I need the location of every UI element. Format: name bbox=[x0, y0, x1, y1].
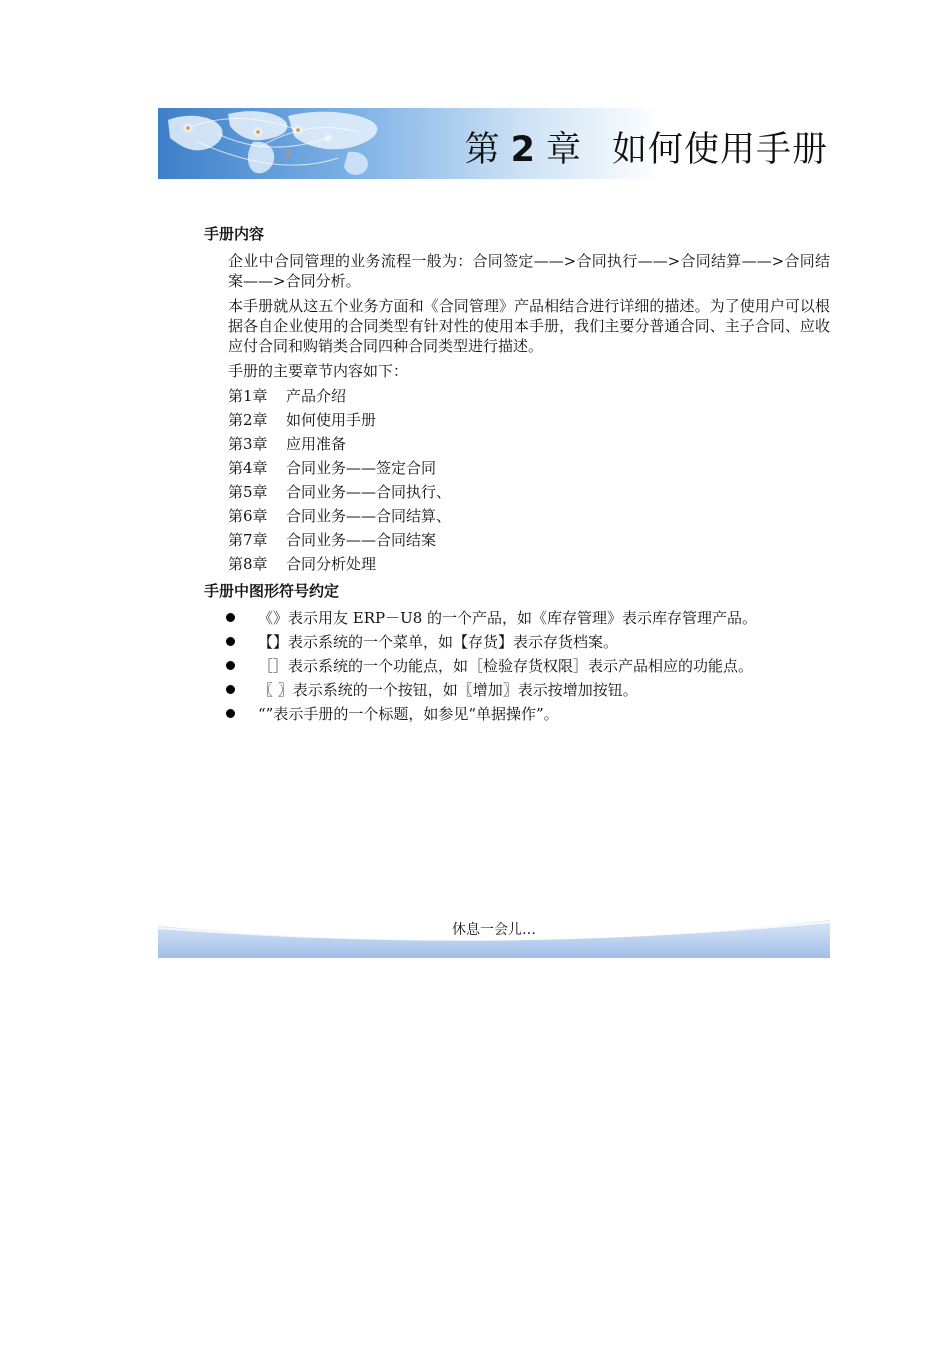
paragraph-workflow: 企业中合同管理的业务流程一般为：合同签定——>合同执行——>合同结算——>合同结案——>合同分析。 bbox=[228, 252, 830, 290]
bullet-icon bbox=[226, 709, 235, 718]
chapter-banner bbox=[158, 108, 830, 179]
chapter-list-item: 第1章 产品介绍 bbox=[228, 387, 347, 405]
bullet-icon bbox=[226, 685, 235, 694]
chapter-number: 2 bbox=[510, 130, 536, 170]
chapter-list-item: 第4章 合同业务——签定合同 bbox=[228, 459, 437, 477]
bullet-icon bbox=[226, 613, 235, 622]
chapter-list-item: 第7章 合同业务——合同结案 bbox=[228, 531, 437, 549]
chapter-list-item: 第3章 应用准备 bbox=[228, 435, 347, 453]
chapter-suffix: 章 bbox=[545, 130, 582, 170]
paragraph-chapter-intro: 手册的主要章节内容如下： bbox=[228, 362, 409, 380]
world-map-graphic bbox=[158, 108, 488, 179]
chapter-title bbox=[465, 122, 828, 172]
bullet-icon bbox=[226, 661, 235, 670]
chapter-name: 如何使用手册 bbox=[611, 130, 828, 170]
chapter-prefix: 第 bbox=[464, 130, 501, 170]
section-heading-contents: 手册内容 bbox=[204, 225, 265, 243]
chapter-list-item: 第2章 如何使用手册 bbox=[228, 411, 377, 429]
section-heading-symbols: 手册中图形符号约定 bbox=[204, 582, 340, 600]
paragraph-description: 本手册就从这五个业务方面和《合同管理》产品相结合进行详细的描述。为了使用户可以根据各自企业使用的合同类型有针对性的使用本手册，我们主要分普通合同、主子合同、应收应付合同和购销类合同四种合同类型进行描述。 bbox=[228, 297, 830, 355]
chapter-list-item: 第6章 合同业务——合同结算、 bbox=[228, 507, 452, 525]
chapter-list-item: 第8章 合同分析处理 bbox=[228, 555, 377, 573]
bullet-icon bbox=[226, 637, 235, 646]
footer-caption: 休息一会儿… bbox=[452, 922, 536, 938]
chapter-list-item: 第5章 合同业务——合同执行、 bbox=[228, 483, 452, 501]
